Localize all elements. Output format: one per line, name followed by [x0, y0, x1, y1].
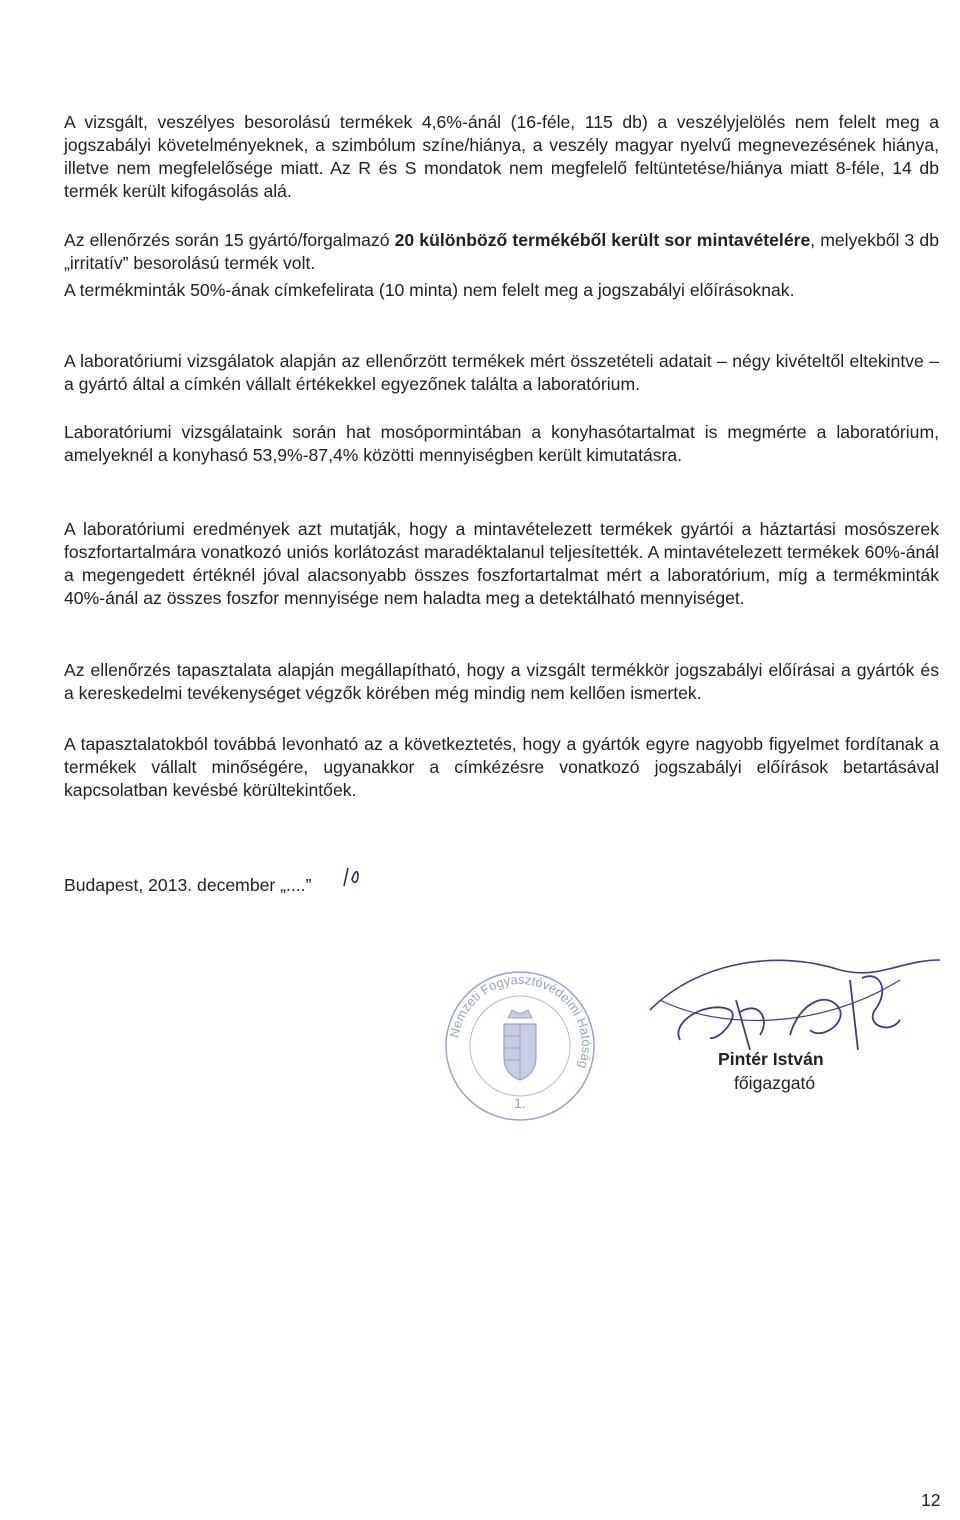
paragraph-phosphorus: A laboratóriumi eredmények azt mutatják, hogy a mintavételezett termékek gyártói a háztartási mosószerek foszfortartalmára vonatkozó uniós korlátozást maradéktalanul teljesítették. A mintavételezett termékek 60%-ánál a megengedett értéknél jóval alacsonyabb összes foszfortartalmat mért a laboratórium, míg a termékminták 40%-ánál az összes foszfor mennyisége nem haladta meg a detektálható mennyiséget. [64, 519, 939, 608]
paragraph-hazard-labelling: A vizsgált, veszélyes besorolású termékek 4,6%-ánál (16-féle, 115 db) a veszélyjelölés nem felelt meg a jogszabályi követelményeknek, a szimbólum színe/hiánya, a veszély magyar nyelvű megnevezésének hiánya, illetve nem megfelelősége miatt. Az R és S mondatok nem megfelelő feltüntetése/hiánya miatt 8-féle, 14 db termék került kifogásolás alá. [64, 112, 939, 201]
paragraph-sampling [64, 229, 939, 275]
paragraph-lab-composition: A laboratóriumi vizsgálatok alapján az ellenőrzött termékek mért összetételi adatait – négy kivételtől eltekintve – a gyártó által a címkén vállalt értékekkel egyezőnek találta a laboratórium. [64, 351, 939, 394]
signer-title: főigazgató [734, 1073, 816, 1093]
paragraph-salt-content: Laboratóriumi vizsgálataink során hat mosópormintában a konyhasótartalmat is megmérte a laboratórium, amelyeknél a konyhasó 53,9%-87,4% közötti mennyiségben került kimutatásra. [64, 422, 939, 465]
paragraph-sampling-bold: 20 különböző termékéből került sor mintavételére [394, 230, 811, 250]
stamp-number: 1. [514, 1095, 526, 1111]
paragraph-conclusion-quality: A tapasztalatokból továbbá levonható az a következtetés, hogy a gyártók egyre nagyobb figyelmet fordítanak a termékek vállalt minőségére, ugyanakkor a címkézésre vonatkozó jogszabályi előírások betartásával kapcsolatban kevésbé körültekintőek. [64, 734, 939, 800]
paragraph-label-compliance: A termékminták 50%-ának címkefelirata (10 minta) nem felelt meg a jogszabályi előírásoknak. [64, 280, 795, 300]
svg-text:Nemzeti Fogyasztóvédelmi Hatós: Nemzeti Fogyasztóvédelmi Hatóság [446, 971, 595, 1071]
official-stamp [440, 966, 600, 1126]
paragraph-conclusion-awareness: Az ellenőrzés tapasztalata alapján megállapítható, hogy a vizsgált termékkör jogszabályi előírásai a gyártók és a kereskedelmi tevékenységet végzők körében még mindig nem kellően ismertek. [64, 660, 939, 703]
paragraph-sampling-lead: Az ellenőrzés során 15 gyártó/forgalmazó [64, 230, 395, 250]
page-number: 12 [921, 1490, 941, 1510]
handwritten-day-mark [338, 862, 378, 892]
dateline: Budapest, 2013. december „....” [64, 875, 312, 895]
paragraph-sampling-tail: , melyekből 3 db „irritatív” besorolású termék volt. [64, 230, 939, 273]
signer-name: Pintér István [718, 1049, 824, 1069]
coat-of-arms-icon [504, 1010, 536, 1080]
